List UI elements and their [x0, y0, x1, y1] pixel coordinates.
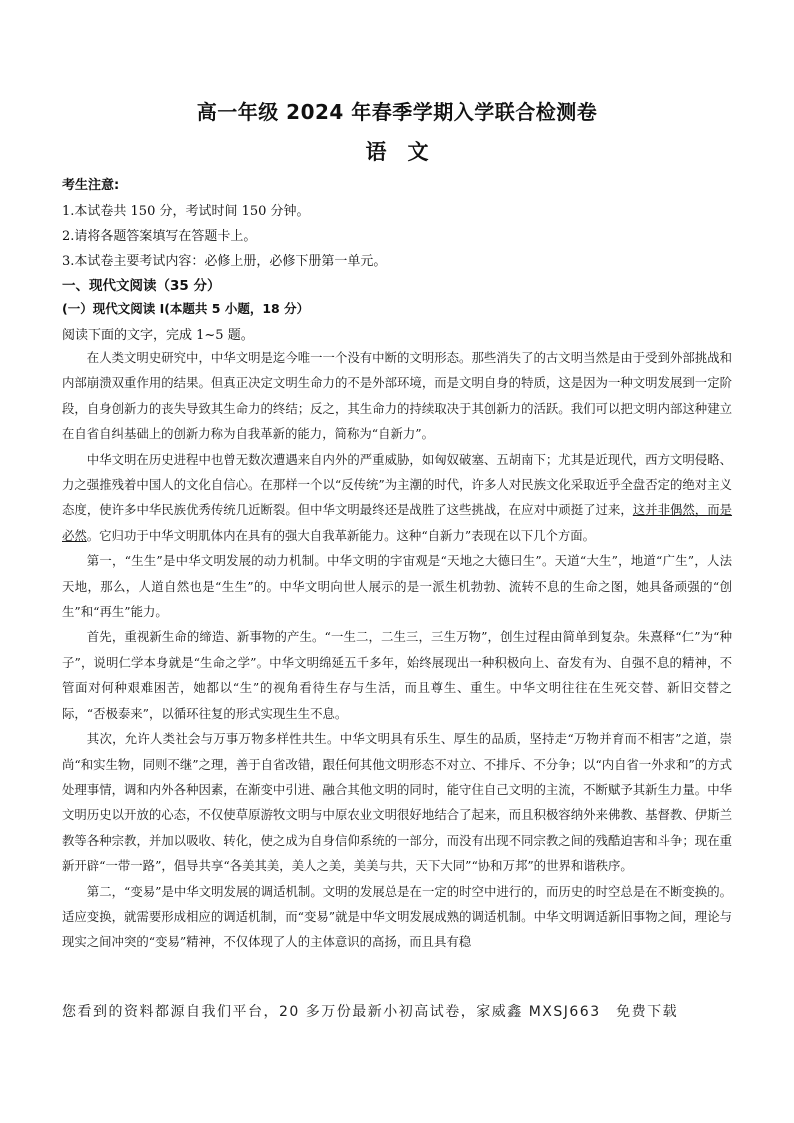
reading-instruction: 阅读下面的文字，完成 1~5 题。: [62, 328, 254, 343]
notice-heading: 考生注意:: [62, 178, 120, 193]
section-subtitle: (一）现代文阅读 I(本题共 5 小题，18 分）: [62, 301, 310, 316]
subject-title: 语 文: [365, 140, 429, 164]
reading-passage: [62, 345, 732, 955]
passage-paragraph: 其次，允许人类社会与万事万物多样性共生。中华文明具有乐生、厚生的品质，坚持走“万物并育而不相害”之道，崇尚“和实生物，同则不继”之理，善于自省改错，跟任何其他文明形态不对立、不排斥、不分争；以“内自省一外求和”的方式处理事情，调和内外各种因素，在渐变中引进、融合其他文明的同时，能守住自己文明的主流，不断赋予其新生力量。中华文明历史以开放的心态，不仅使草原游牧文明与中原农业文明很好地结合了起来，而且积极容纳外来佛教、基督教、伊斯兰教等各种宗教，并加以吸收、转化，使之成为自身信仰系统的一部分，而没有出现不同宗教之间的残酷迫害和斗争；现在重新开辟“一带一路”，倡导共享“各美其美，美人之美，美美与共，天下大同”“协和万邦”的世界和谐秩序。: [62, 731, 732, 874]
notice-item-1: 1.本试卷共 150 分，考试时间 150 分钟。: [62, 204, 310, 219]
passage-paragraph: 第二，“变易”是中华文明发展的调适机制。文明的发展总是在一定的时空中进行的，而历史的时空总是在不断变换的。适应变换，就需要形成相应的调适机制，而“变易”就是中华文明发展成熟的调适机制。中华文明调适新旧事物之间，理论与现实之间冲突的“变易”精神，不仅体现了人的主体意识的高扬，而且具有稳: [62, 883, 732, 950]
passage-text: 。它归功于中华文明肌体内在具有的强大自我革新能力。这种“自新力”表现在以下几个方面。: [86, 527, 596, 543]
footer-banner: 您看到的资料都源自我们平台，20 多万份最新小初高试卷，家威鑫 MXSJ663 免费下载: [62, 1004, 679, 1020]
section-title: 一、现代文阅读（35 分）: [62, 278, 221, 294]
passage-text: 中华文明在历史进程中也曾无数次遭遇来自内外的严重威胁，如匈奴破塞、五胡南下；尤其是近现代，西方文明侵略、力之强推残着中国人的文化自信心。在那样一个以“反传统”为主潮的时代，许多人对民族文化采取近乎全盘否定的绝对主义态度，使许多中华民族优秀传统几近断裂。但中华文明最终还是战胜了这些挑战，在应对中顽挺了过来，: [62, 451, 732, 518]
passage-paragraph: [62, 447, 732, 549]
passage-paragraph: 首先，重视新生命的缔造、新事物的产生。“一生二，二生三，三生万物”，创生过程由简单到复杂。朱熹释“仁”为“种子”，说明仁学本身就是“生命之学”。中华文明绵延五千多年，始终展现出一种积极向上、奋发有为、自强不息的精神，不管面对何种艰难困苦，她都以“生”的视角看待生存与生活，而且尊生、重生。中华文明往往在生死交替、新旧交替之际，“否极泰来”，以循环往复的形式实现生生不息。: [62, 629, 732, 721]
notice-item-2: 2.请将各题答案填写在答题卡上。: [62, 229, 257, 244]
passage-paragraph: 第一，“生生”是中华文明发展的动力机制。中华文明的宇宙观是“天地之大德曰生”。天道“大生”，地道“广生”，人法天地，那么，人道自然也是“生生”的。中华文明向世人展示的是一派生机勃勃、流转不息的生命之图，她具备顽强的“创生”和“再生”能力。: [62, 553, 732, 620]
exam-title: 高一年级 2024 年春季学期入学联合检测卷: [196, 100, 598, 124]
passage-paragraph: 在人类文明史研究中，中华文明是迄今唯一一个没有中断的文明形态。那些消失了的古文明当然是由于受到外部挑战和内部崩溃双重作用的结果。但真正决定文明生命力的不是外部环境，而是文明自身的特质，这是因为一种文明发展到一定阶段，自身创新力的丧失导致其生命力的终结；反之，其生命力的持续取决于其创新力的活跃。我们可以把文明内部这种建立在自省自纠基础上的创新力称为自我革新的能力，简称为“自新力”。: [62, 350, 732, 442]
notice-item-3: 3.本试卷主要考试内容：必修上册，必修下册第一单元。: [62, 254, 387, 269]
underlined-phrase: 这并非偶然，而是必然: [62, 502, 733, 543]
